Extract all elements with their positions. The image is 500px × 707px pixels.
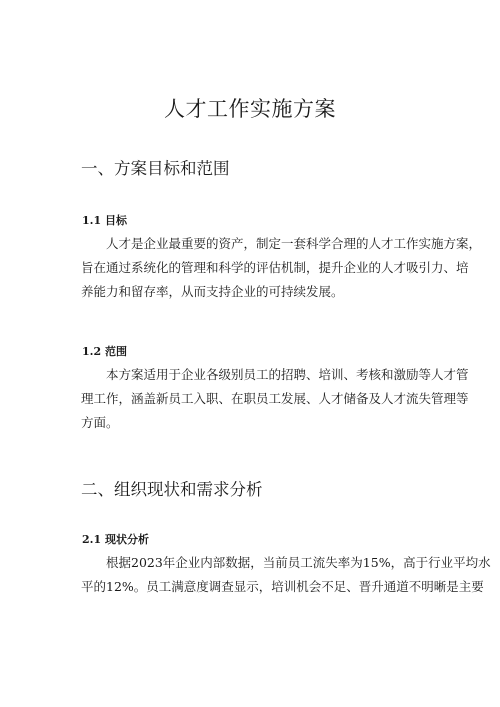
section-heading-2: 二、组织现状和需求分析 bbox=[81, 480, 263, 499]
paragraph-line: 根据2023年企业内部数据，当前员工流失率为15%，高于行业平均水 bbox=[106, 555, 491, 570]
paragraph-line: 旨在通过系统化的管理和科学的评估机制，提升企业的人才吸引力、培 bbox=[81, 260, 469, 275]
paragraph-line: 本方案适用于企业各级别员工的招聘、培训、考核和激励等人才管 bbox=[106, 367, 469, 382]
paragraph-scope bbox=[81, 363, 469, 435]
paragraph-line: 养能力和留存率，从而支持企业的可持续发展。 bbox=[81, 284, 344, 299]
section-heading-1: 一、方案目标和范围 bbox=[81, 159, 230, 178]
paragraph-status bbox=[81, 551, 491, 599]
paragraph-line: 人才是企业最重要的资产，制定一套科学合理的人才工作实施方案， bbox=[106, 236, 482, 251]
subsection-heading-1-2: 1.2 范围 bbox=[82, 345, 127, 358]
subsection-heading-2-1: 2.1 现状分析 bbox=[82, 533, 149, 546]
document-title: 人才工作实施方案 bbox=[164, 97, 336, 121]
paragraph-line: 理工作，涵盖新员工入职、在职员工发展、人才储备及人才流失管理等 bbox=[81, 391, 469, 406]
paragraph-line: 平的12%。员工满意度调查显示，培训机会不足、晋升通道不明晰是主要 bbox=[81, 579, 484, 594]
paragraph-goal bbox=[81, 232, 482, 304]
paragraph-line: 方面。 bbox=[81, 415, 119, 430]
subsection-heading-1-1: 1.1 目标 bbox=[82, 214, 127, 227]
